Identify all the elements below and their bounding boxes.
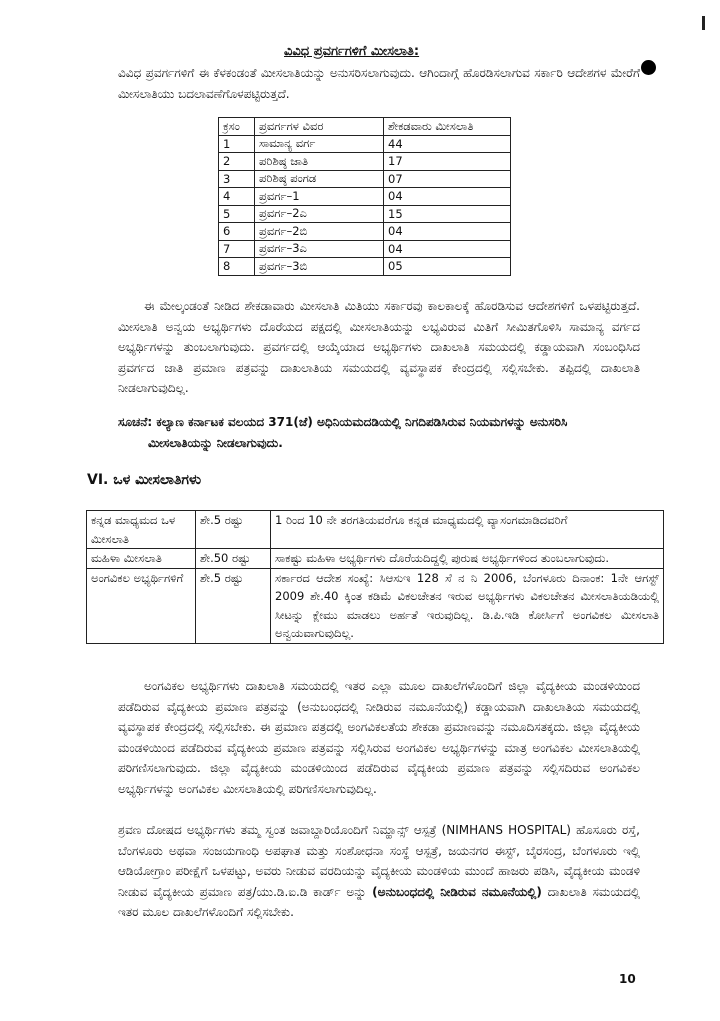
table-row bbox=[219, 223, 511, 241]
cell-reservation-name: ಕನ್ನಡ ಮಾಧ್ಯಮದ ಒಳ ಮೀಸಲಾತಿ bbox=[87, 511, 196, 549]
note-371j bbox=[118, 412, 618, 454]
cell-category: ಪ್ರವರ್ಗ–2ಬಿ bbox=[255, 223, 384, 241]
hearing-impaired-paragraph bbox=[118, 820, 640, 923]
table-row bbox=[219, 170, 511, 188]
table-row bbox=[87, 549, 664, 569]
cell-serial: 3 bbox=[219, 170, 255, 188]
hearing-text-part-1: ಶ್ರವಣ ದೋಷದ ಅಭ್ಯರ್ಥಿಗಳು ತಮ್ಮ ಸ್ವಂತ ಜವಾಬ್ದಾರಿಯೊಂದಿಗೆ ನಿಮ್ಹಾನ್ಸ್ ಆಸ್ಪತ್ರೆ (NIMHANS HOSPITAL) ಹೊಸೂರು ರಸ್ತೆ, ಬೆಂಗಳೂರು ಅಥವಾ ಸಂಜಯಗಾಂಧಿ ಅಪಘಾತ ಮತ್ತು ಸಂಶೋಧನಾ ಸಂಸ್ಥೆ ಆಸ್ಪತ್ರೆ, ಜಯನಗರ ಈಸ್ಟ್, ಬೈರಸಂದ್ರ, ಬೆಂಗಳೂರು ಇಲ್ಲಿ ಆಡಿಯೋಗ್ರಾಂ ಪರೀಕ್ಷೆಗೆ ಒಳಪಟ್ಟು, ಅವರು ನೀಡುವ ವರದಿಯನ್ನು ವೈದ್ಯಕೀಯ ಮಂಡಳಿಯ ಮುಂದೆ ಹಾಜರು ಪಡಿಸಿ, ವೈದ್ಯಕೀಯ ಮಂಡಳಿ ನೀಡುವ ವೈದ್ಯಕೀಯ ಪ್ರಮಾಣ ಪತ್ರ/ಯು.ಡಿ.ಐ.ಡಿ ಕಾರ್ಡ್ ಅನ್ನು bbox=[118, 823, 640, 899]
cell-category: ಪ್ರವರ್ಗ–2ಎ bbox=[255, 205, 384, 223]
disability-certificate-paragraph: ಅಂಗವಿಕಲ ಅಭ್ಯರ್ಥಿಗಳು ದಾಖಲಾತಿ ಸಮಯದಲ್ಲಿ ಇತರ ಎಲ್ಲಾ ಮೂಲ ದಾಖಲೆಗಳೊಂದಿಗೆ ಜಿಲ್ಲಾ ವೈದ್ಯಕೀಯ ಮಂಡಳಿಯಿಂದ ಪಡೆದಿರುವ ವೈದ್ಯಕೀಯ ಪ್ರಮಾಣ ಪತ್ರವನ್ನು (ಅನುಬಂಧದಲ್ಲಿ ನೀಡಿರುವ ನಮೂನೆಯಲ್ಲಿ) ಕಡ್ಡಾಯವಾಗಿ ದಾಖಲಾತಿಯ ಸಮಯದಲ್ಲಿ ವ್ಯವಸ್ಥಾಪಕ ಕೇಂದ್ರದಲ್ಲಿ ಸಲ್ಲಿಸಬೇಕು. ಈ ಪ್ರಮಾಣ ಪತ್ರದಲ್ಲಿ ಅಂಗವಿಕಲತೆಯ ಶೇಕಡಾ ಪ್ರಮಾಣವನ್ನು ನಮೂದಿಸತಕ್ಕದು. ಜಿಲ್ಲಾ ವೈದ್ಯಕೀಯ ಮಂಡಳಿಯಿಂದ ಪಡೆದಿರುವ ವೈದ್ಯಕೀಯ ಪ್ರಮಾಣ ಪತ್ರವನ್ನು ಸಲ್ಲಿಸಿರುವ ಅಂಗವಿಕಲ ಅಭ್ಯರ್ಥಿಗಳನ್ನು ಮಾತ್ರ ಅಂಗವಿಕಲ ಮೀಸಲಾತಿಯಲ್ಲಿ ಪರಿಗಣಿಸಲಾಗುವುದು. ಜಿಲ್ಲಾ ವೈದ್ಯಕೀಯ ಮಂಡಳಿಯಿಂದ ಪಡೆದಿರುವ ವೈದ್ಯಕೀಯ ಪ್ರಮಾಣ ಪತ್ರವನ್ನು ಸಲ್ಲಿಸದಿರುವ ಅಂಗವಿಕಲ ಅಭ್ಯರ್ಥಿಗಳನ್ನು ಅಂಗವಿಕಲ ಮೀಸಲಾತಿಯಲ್ಲಿ ಪರಿಗಣಿಸಲಾಗುವುದಿಲ್ಲ. bbox=[118, 679, 640, 796]
table-row bbox=[219, 135, 511, 153]
cell-serial: 8 bbox=[219, 258, 255, 276]
table-row bbox=[219, 153, 511, 171]
header-percent: ಶೇಕಡವಾರು ಮೀಸಲಾತಿ bbox=[384, 118, 511, 136]
scan-mark bbox=[702, 16, 705, 30]
table-row bbox=[219, 188, 511, 206]
page-number: 10 bbox=[619, 972, 636, 986]
cell-serial: 5 bbox=[219, 205, 255, 223]
cell-percent: 17 bbox=[384, 153, 511, 171]
bullet-dot bbox=[641, 60, 656, 75]
table-row bbox=[219, 240, 511, 258]
cell-percent: 15 bbox=[384, 205, 511, 223]
cell-category: ಪ್ರವರ್ಗ–3ಬಿ bbox=[255, 258, 384, 276]
table-header-row bbox=[219, 118, 511, 136]
cell-percent: 44 bbox=[384, 135, 511, 153]
cell-reservation-name: ಅಂಗವಿಕಲ ಅಭ್ಯರ್ಥಿಗಳಿಗೆ bbox=[87, 568, 196, 643]
cell-serial: 6 bbox=[219, 223, 255, 241]
intro-paragraph: ವಿವಿಧ ಪ್ರವರ್ಗಗಳಿಗೆ ಈ ಕೆಳಕಂಡಂತೆ ಮೀಸಲಾತಿಯನ್ನು ಅನುಸರಿಸಲಾಗುವುದು. ಆಗಿಂದಾಗ್ಗೆ ಹೊರಡಿಸಲಾಗುವ ಸರ್ಕಾರಿ ಆದೇಶಗಳ ಮೇರೆಗೆ ಮೀಸಲಾತಿಯು ಬದಲಾವಣೆಗೊಳಪಟ್ಟಿರುತ್ತದೆ. bbox=[118, 66, 640, 101]
cell-category: ಪರಿಶಿಷ್ಠ ಪಂಗಡ bbox=[255, 170, 384, 188]
note-line-2: ಮೀಸಲಾತಿಯನ್ನು ನೀಡಲಾಗುವುದು. bbox=[148, 436, 283, 450]
table-row bbox=[219, 205, 511, 223]
cell-category: ಪ್ರವರ್ಗ–3ಎ bbox=[255, 240, 384, 258]
cell-category: ಸಾಮಾನ್ಯ ವರ್ಗ bbox=[255, 135, 384, 153]
section-title-reservation: ವಿವಿಧ ಪ್ರವರ್ಗಗಳಿಗೆ ಮೀಸಲಾತಿ: bbox=[284, 44, 420, 59]
reservation-limit-paragraph: ಈ ಮೇಲ್ಕಂಡಂತೆ ನೀಡಿದ ಶೇಕಡಾವಾರು ಮೀಸಲಾತಿ ಮಿತಿಯು ಸರ್ಕಾರವು ಕಾಲಕಾಲಕ್ಕೆ ಹೊರಡಿಸುವ ಆದೇಶಗಳಿಗೆ ಒಳಪಟ್ಟಿರುತ್ತದೆ. ಮೀಸಲಾತಿ ಅನ್ವಯ ಅಭ್ಯರ್ಥಿಗಳು ದೊರೆಯದ ಪಕ್ಷದಲ್ಲಿ ಮೀಸಲಾತಿಯನ್ನು ಲಭ್ಯವಿರುವ ಮಿತಿಗೆ ಸೀಮಿತಗೊಳಿಸಿ ಸಾಮಾನ್ಯ ವರ್ಗದ ಅಭ್ಯರ್ಥಿಗಳನ್ನು ತುಂಬಲಾಗುವುದು. ಪ್ರವರ್ಗದಲ್ಲಿ ಆಯ್ಕೆಯಾದ ಅಭ್ಯರ್ಥಿಗಳು ದಾಖಲಾತಿ ಸಮಯದಲ್ಲಿ ಕಡ್ಡಾಯವಾಗಿ ಸಂಬಂಧಿಸಿದ ಪ್ರವರ್ಗದ ಜಾತಿ ಪ್ರಮಾಣ ಪತ್ರವನ್ನು ದಾಖಲಾತಿಯ ಸಮಯದಲ್ಲಿ ವ್ಯವಸ್ಥಾಪಕ ಕೇಂದ್ರದಲ್ಲಿ ಸಲ್ಲಿಸಬೇಕು. ತಪ್ಪಿದಲ್ಲಿ ದಾಖಲಾತಿ ನೀಡಲಾಗುವುದಿಲ್ಲ. bbox=[118, 299, 640, 395]
cell-serial: 2 bbox=[219, 153, 255, 171]
cell-reservation-name: ಮಹಿಳಾ ಮೀಸಲಾತಿ bbox=[87, 549, 196, 569]
cell-reservation-percent: ಶೇ.50 ರಷ್ಟು bbox=[196, 549, 271, 569]
cell-reservation-desc: ಸಾಕಷ್ಟು ಮಹಿಳಾ ಅಭ್ಯರ್ಥಿಗಳು ದೊರೆಯದಿದ್ದಲ್ಲಿ ಪುರುಷ ಅಭ್ಯರ್ಥಿಗಳಿಂದ ತುಂಬಲಾಗುವುದು. bbox=[271, 549, 664, 569]
cell-serial: 7 bbox=[219, 240, 255, 258]
cell-reservation-percent: ಶೇ.5 ರಷ್ಟು bbox=[196, 568, 271, 643]
category-reservation-table bbox=[218, 117, 511, 276]
header-category: ಪ್ರವರ್ಗಗಳ ವಿವರ bbox=[255, 118, 384, 136]
cell-percent: 05 bbox=[384, 258, 511, 276]
cell-serial: 4 bbox=[219, 188, 255, 206]
table-row bbox=[219, 258, 511, 276]
cell-reservation-desc: ಸರ್ಕಾರದ ಆದೇಶ ಸಂಖ್ಯೆ: ಸಿಆಸುಇ 128 ಸೆ ನ ನಿ 2006, ಬೆಂಗಳೂರು ದಿನಾಂಕ: 1ನೇ ಆಗಸ್ಟ್ 2009 ಶೇ.40 ಕ್ಕಿಂತ ಕಡಿಮೆ ವಿಕಲಚೇತನ ಇರುವ ಅಭ್ಯರ್ಥಿಗಳು ವಿಕಲಚೇತನ ಮೀಸಲಾತಿಯಡಿಯಲ್ಲಿ ಸೀಟನ್ನು ಕ್ಲೇಮು ಮಾಡಲು ಅರ್ಹತೆ ಇರುವುದಿಲ್ಲ. ಡಿ.ಪಿ.ಇಡಿ ಕೋರ್ಸಿಗೆ ಅಂಗವಿಕಲ ಮೀಸಲಾತಿ ಅನ್ವಯವಾಗುವುದಿಲ್ಲ. bbox=[271, 568, 664, 643]
hearing-text-bold: (ಅನುಬಂಧದಲ್ಲಿ ನೀಡಿರುವ ನಮೂನೆಯಲ್ಲಿ) bbox=[372, 884, 542, 899]
table-row bbox=[87, 511, 664, 549]
note-line-1: ಸೂಚನೆ: ಕಲ್ಯಾಣ ಕರ್ನಾಟಕ ವಲಯದ 371(ಜೆ) ಅಧಿನಿಯಮದಡಿಯಲ್ಲಿ ನಿಗದಿಪಡಿಸಿರುವ ನಿಯಮಗಳನ್ನು ಅನುಸರಿಸಿ bbox=[118, 415, 568, 429]
cell-percent: 04 bbox=[384, 240, 511, 258]
cell-category: ಪರಿಶಿಷ್ಠ ಜಾತಿ bbox=[255, 153, 384, 171]
cell-reservation-percent: ಶೇ.5 ರಷ್ಟು bbox=[196, 511, 271, 549]
cell-percent: 07 bbox=[384, 170, 511, 188]
cell-percent: 04 bbox=[384, 223, 511, 241]
table-row bbox=[87, 568, 664, 643]
cell-percent: 04 bbox=[384, 188, 511, 206]
header-serial: ಕ್ರಸಂ bbox=[219, 118, 255, 136]
cell-serial: 1 bbox=[219, 135, 255, 153]
hearing-text-part-2: ದಾಖಲಾತಿ ಸಮಯದಲ್ಲಿ ಇತರ ಮೂಲ ದಾಖಲೆಗಳೊಂದಿಗೆ ಸಲ್ಲಿಸಬೇಕು. bbox=[118, 884, 640, 919]
internal-reservation-table bbox=[86, 510, 664, 644]
section-heading-internal-reservation: VI. ಒಳ ಮೀಸಲಾತಿಗಳು bbox=[87, 472, 202, 488]
cell-reservation-desc: 1 ರಿಂದ 10 ನೇ ತರಗತಿಯವರೆಗೂ ಕನ್ನಡ ಮಾಧ್ಯಮದಲ್ಲಿ ವ್ಯಾಸಂಗಮಾಡಿದವರಿಗೆ bbox=[271, 511, 664, 549]
cell-category: ಪ್ರವರ್ಗ–1 bbox=[255, 188, 384, 206]
